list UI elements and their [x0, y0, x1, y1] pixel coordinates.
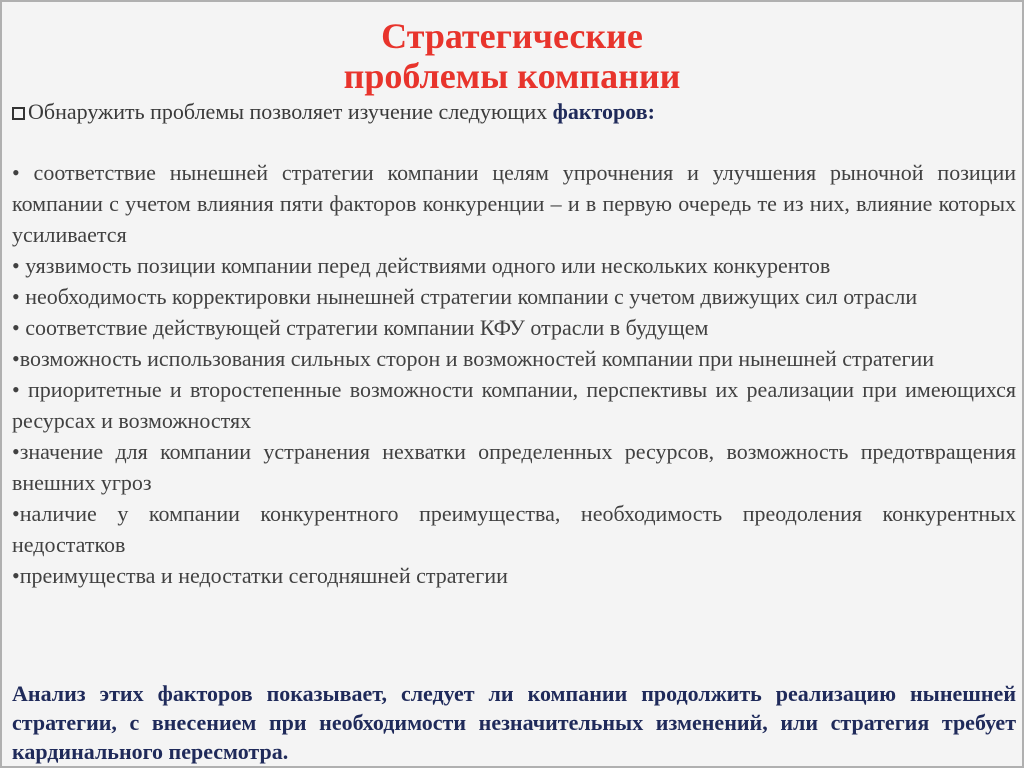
title-line-2: проблемы компании — [343, 56, 681, 96]
list-item: •возможность использования сильных сторон и возможностей компании при нынешней стратегии — [12, 346, 935, 371]
title-line-1: Стратегические — [381, 16, 643, 56]
conclusion-text: Анализ этих факторов показывает, следует ли компании продолжить реализацию нынешней стратегии, с внесением при необходимости незначительных изменений, или стратегия требует кардинального пересмотра. — [12, 681, 1016, 764]
intro-line — [12, 98, 1016, 126]
list-item: • приоритетные и второстепенные возможности компании, перспективы их реализации при имеющихся ресурсах и возможностях — [12, 377, 1016, 433]
checkbox-bullet-icon — [12, 107, 25, 120]
list-item: •значение для компании устранения нехватки определенных ресурсов, возможность предотвращения внешних угроз — [12, 439, 1016, 495]
factors-list — [12, 157, 1016, 591]
slide-title — [2, 16, 1022, 96]
list-item: • соответствие нынешней стратегии компании целям упрочнения и улучшения рыночной позиции компании с учетом влияния пяти факторов конкуренции – и в первую очередь те из них, влияние которых усиливается — [12, 160, 1016, 247]
list-item: • уязвимость позиции компании перед действиями одного или нескольких конкурентов — [12, 253, 831, 278]
intro-keyword: факторов: — [552, 99, 655, 124]
list-item: • соответствие действующей стратегии компании КФУ отрасли в будущем — [12, 315, 709, 340]
intro-text: Обнаружить проблемы позволяет изучение следующих — [28, 99, 553, 124]
list-item: • необходимость корректировки нынешней стратегии компании с учетом движущих сил отрасли — [12, 284, 918, 309]
list-item: •преимущества и недостатки сегодняшней стратегии — [12, 563, 508, 588]
list-item: •наличие у компании конкурентного преимущества, необходимость преодоления конкурентных недостатков — [12, 501, 1016, 557]
